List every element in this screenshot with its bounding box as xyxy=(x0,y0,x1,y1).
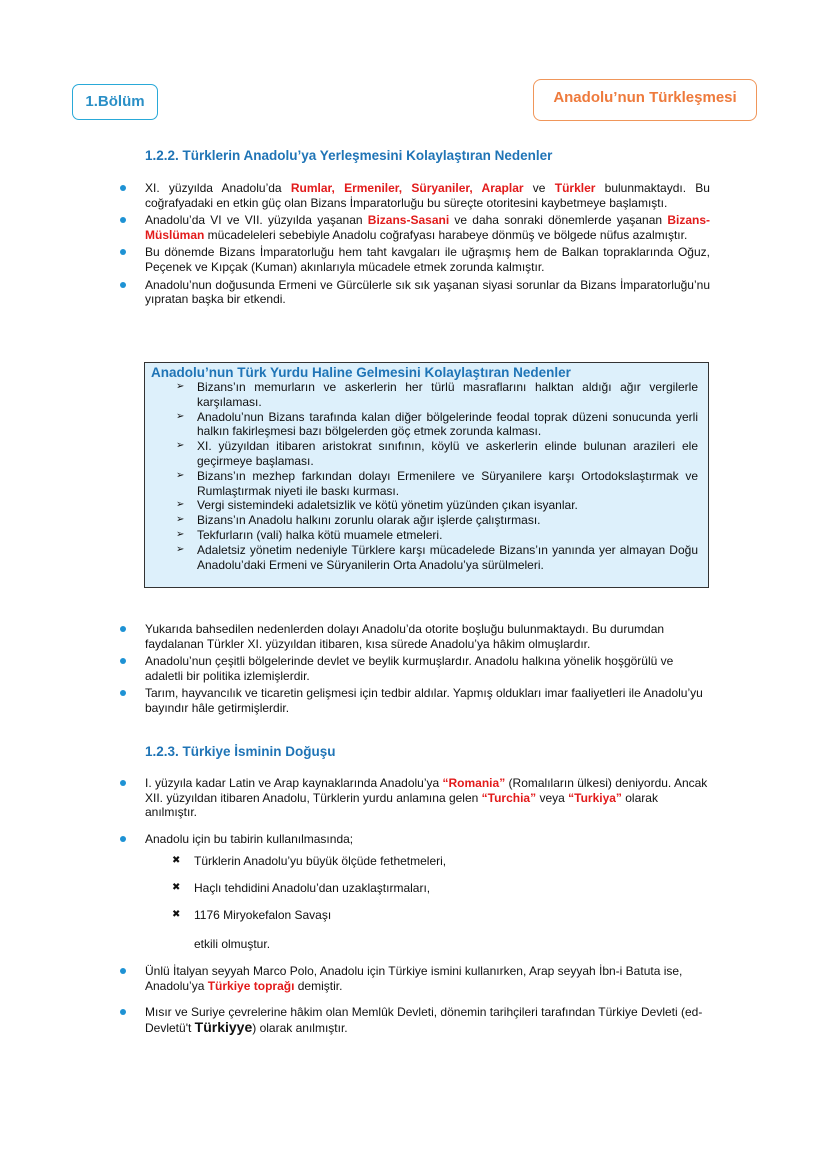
x-bullet-icon: ✖ xyxy=(172,855,181,867)
bullet-list-turkiye-name xyxy=(120,776,710,1047)
reasons-info-box xyxy=(144,362,709,588)
highlight: Türkiye toprağı xyxy=(207,978,295,993)
bullet-dot xyxy=(120,836,126,842)
text: Adaletsiz yönetim nedeniyle Türklere karşı mücadelede Bizans’ın yanında yer almayan Doğu Anadolu’daki Ermeni ve Süryanilerin Orta Anadolu’ya sürülmeleri. xyxy=(197,542,698,572)
list-item xyxy=(151,498,698,513)
text: ) olarak anılmıştır. xyxy=(252,1020,348,1035)
text: XI. yüzyıldan itibaren aristokrat sınıfının, köylü ve askerlerin elinde bulunan arazileri ele geçirmeye başlaması. xyxy=(197,439,698,468)
bullet-list-results xyxy=(120,622,710,719)
highlight: Rumlar, Ermeniler, Süryaniler, Araplar xyxy=(290,181,524,195)
bullet-dot xyxy=(120,185,126,191)
sub-list-item xyxy=(145,854,710,881)
text: Vergi sistemindeki adaletsizlik ve kötü yönetim yüzünden çıkan isyanlar. xyxy=(197,498,578,513)
text: olarak anılmıştır. xyxy=(145,790,658,820)
list-item xyxy=(120,776,710,820)
topic-badge: Anadolu’nun Türkleşmesi xyxy=(533,79,757,121)
arrow-bullet-icon: ➢ xyxy=(176,410,185,422)
reason-list xyxy=(151,380,698,572)
section-heading-1-2-2: 1.2.2. Türklerin Anadolu’ya Yerleşmesini Kolaylaştıran Nedenler xyxy=(145,148,553,163)
sub-list-item xyxy=(145,908,710,935)
list-item xyxy=(151,543,698,573)
emphasis: Türkiyye xyxy=(194,1018,253,1035)
x-bullet-icon: ✖ xyxy=(172,882,181,894)
text: Anadolu’nun doğusunda Ermeni ve Gürcülerle sık sık yaşanan siyasi sorunlar da Bizans İmparatorluğu’nu yıpratan başka bir etkendi. xyxy=(145,277,710,307)
arrow-bullet-icon: ➢ xyxy=(176,543,185,555)
list-item xyxy=(151,513,698,528)
text: ve daha sonraki dönemlerde yaşanan xyxy=(449,213,668,228)
list-item xyxy=(120,832,710,952)
text: Bizans’ın Anadolu halkını zorunlu olarak ağır işlerde çalıştırması. xyxy=(197,513,541,528)
text: (Romalıların ülkesi) deniyordu. Ancak XII. yüzyıldan itibaren Anadolu, Türklerin yurdu anlamına gelen xyxy=(145,776,708,805)
list-item xyxy=(120,1005,710,1035)
text: I. yüzyıla kadar Latin ve Arap kaynaklarında Anadolu’ya xyxy=(145,776,443,790)
list-item xyxy=(120,654,710,683)
text: Anadolu için bu tabirin kullanılmasında; xyxy=(145,831,354,846)
arrow-bullet-icon: ➢ xyxy=(176,440,185,452)
text: Tekfurların (vali) halka kötü muamele etmeleri. xyxy=(197,527,443,542)
bullet-dot xyxy=(120,658,126,664)
arrow-bullet-icon: ➢ xyxy=(176,469,185,481)
highlight: Bizans-Müslüman xyxy=(145,213,710,242)
list-item xyxy=(151,439,698,469)
text: Yukarıda bahsedilen nedenlerden dolayı Anadolu’da otorite boşluğu bulunmaktaydı. Bu durumdan faydalanan Türkler XI. yüzyıldan itibaren, kısa sürede Anadolu’ya hâkim olmuşlardır. xyxy=(145,622,665,651)
list-item xyxy=(120,686,710,715)
text: Anadolu’nun Bizans tarafında kalan diğer bölgelerinde feodal toprak düzeni sonucunda yerli halkın fakirleşmesi bazı bölgelerden göç etmek zorunda kalması. xyxy=(197,409,698,439)
list-item xyxy=(151,528,698,543)
text: mücadeleleri sebebiyle Anadolu coğrafyası harabeye dönmüş ve bölgede nüfus azalmıştır. xyxy=(204,227,688,242)
text: Haçlı tehdidini Anadolu’dan uzaklaştırmaları, xyxy=(194,881,431,896)
bullet-dot xyxy=(120,626,126,632)
list-item xyxy=(120,964,710,993)
text: Bizans’ın memurların ve askerlerin her türlü masraflarını halktan aldığı ağır vergilerle karşılaması. xyxy=(197,380,698,409)
text: Anadolu’nun çeşitli bölgelerinde devlet ve beylik kurmuşlardır. Anadolu halkına yönelik hoşgörülü ve adaletli bir politika izlemişlerdir. xyxy=(145,654,674,683)
bullet-dot xyxy=(120,690,126,696)
text: ve xyxy=(523,181,555,195)
bullet-dot xyxy=(120,1009,126,1015)
text: bulunmaktaydı. Bu coğrafyadaki en etkin güç olan Bizans İmparatorluğu bu süreçte otoritesini kaybetmeye başlamıştı. xyxy=(145,181,710,210)
text: Mısır ve Suriye çevrelerine hâkim olan Memlûk Devleti, dönemin tarihçileri tarafından Türkiye Devleti (ed-Devletü't xyxy=(145,1005,703,1035)
arrow-bullet-icon: ➢ xyxy=(176,528,185,540)
x-bullet-icon: ✖ xyxy=(172,909,181,921)
list-item xyxy=(120,622,710,651)
chapter-badge: 1.Bölüm xyxy=(72,84,158,120)
sub-list-item xyxy=(145,881,710,908)
text: Bizans’ın mezhep farkından dolayı Ermenilere ve Süryanilere karşı Ortodokslaştırmak ve Rumlaştırmak niyeti ile baskı kurması. xyxy=(197,468,698,498)
highlight: “Romania” xyxy=(442,776,506,790)
arrow-bullet-icon: ➢ xyxy=(176,499,185,511)
bullet-dot xyxy=(120,780,126,786)
text: Tarım, hayvancılık ve ticaretin gelişmesi için tedbir aldılar. Yapmış oldukları imar faaliyetleri ile Anadolu’yu bayındır hâle getirmişlerdir. xyxy=(145,686,703,715)
bullet-list-reasons xyxy=(120,181,710,310)
highlight: “Turkiya” xyxy=(568,790,622,805)
list-item xyxy=(120,181,710,210)
box-title: Anadolu’nun Türk Yurdu Haline Gelmesini Kolaylaştıran Nedenler xyxy=(151,365,571,380)
list-item xyxy=(120,278,710,307)
list-item xyxy=(151,469,698,499)
text: veya xyxy=(536,790,569,805)
highlight: Bizans-Sasani xyxy=(367,213,450,228)
list-item xyxy=(120,245,710,274)
bullet-dot xyxy=(120,217,126,223)
text: 1176 Miryokefalon Savaşı xyxy=(194,908,332,923)
sub-list xyxy=(145,854,710,935)
text: Anadolu’da VI ve VII. yüzyılda yaşanan xyxy=(145,213,368,228)
arrow-bullet-icon: ➢ xyxy=(176,514,185,526)
highlight: Türkler xyxy=(554,181,596,195)
list-item xyxy=(120,213,710,242)
text: XI. yüzyılda Anadolu’da xyxy=(145,181,291,195)
bullet-dot xyxy=(120,968,126,974)
text: demiştir. xyxy=(294,978,343,993)
text: Türklerin Anadolu’yu büyük ölçüde fethetmeleri, xyxy=(194,854,447,869)
list-item xyxy=(151,410,698,440)
text: Bu dönemde Bizans İmparatorluğu hem taht kavgaları ile uğraşmış hem de Balkan topraklarında Oğuz, Peçenek ve Kıpçak (Kuman) akınlarıyla mücadele etmek zorunda kalmıştır. xyxy=(145,245,710,274)
list-item xyxy=(151,380,698,410)
text: Ünlü İtalyan seyyah Marco Polo, Anadolu için Türkiye ismini kullanırken, Arap seyyah İbn-i Batuta ise, Anadolu’ya xyxy=(145,963,683,993)
bullet-dot xyxy=(120,282,126,288)
bullet-dot xyxy=(120,249,126,255)
highlight: “Turchia” xyxy=(481,790,537,805)
arrow-bullet-icon: ➢ xyxy=(176,381,185,392)
text: etkili olmuştur. xyxy=(194,937,271,952)
section-heading-1-2-3: 1.2.3. Türkiye İsminin Doğuşu xyxy=(145,744,336,759)
